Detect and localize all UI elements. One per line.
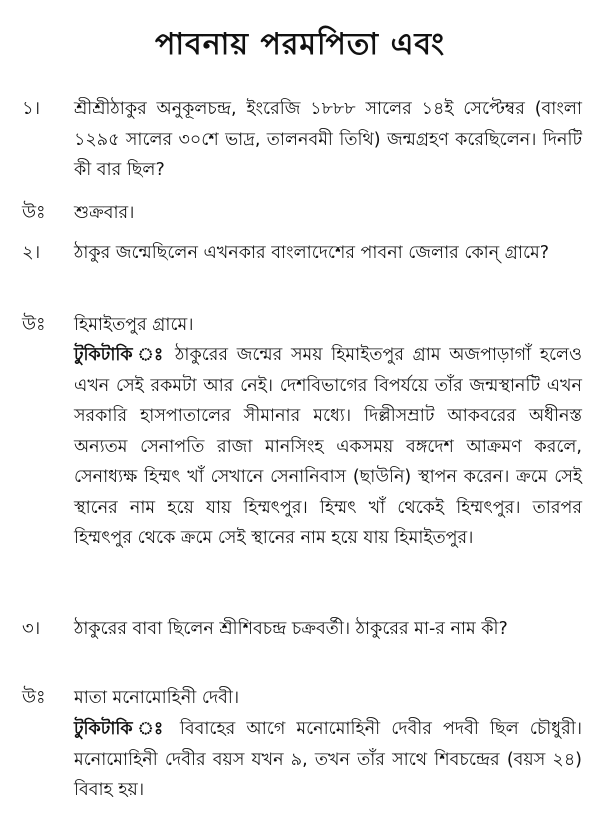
trivia-paragraph: [74, 340, 582, 554]
question-text: ঠাকুরের বাবা ছিলেন শ্রীশিবচন্দ্র চক্রবর্তী। ঠাকুরের মা-র নাম কী?: [74, 619, 508, 639]
answer-label: উঃ: [22, 202, 46, 223]
trivia-note-1: [22, 340, 582, 554]
question-text: শ্রীশ্রীঠাকুর অনুকূলচন্দ্র, ইংরেজি ১৮৮৮ সালের ১৪ই সেপ্টেম্বর (বাংলা ১২৯৫ সালের ৩০শে ভাদ্র, তালনবমী তিথি) জন্মগ্রহণ করেছিলেন। দিনটি কী বার ছিল?: [74, 99, 582, 180]
question-number: ৩।: [22, 618, 41, 639]
trivia-text: ঠাকুরের জন্মের সময় হিমাইতপুর গ্রাম অজপাড়াগাঁ হলেও এখন সেই রকমটা আর নেই। দেশবিভাগের বিপর্যয়ে তাঁর জন্মস্থানটি এখন সরকারি হাসপাতালের সীমানার মধ্যে। দিল্লীসম্রাট আকবরের অধীনস্ত অন্যতম সেনাপতি রাজা মানসিংহ একসময় বঙ্গদেশ আক্রমণ করলে, সেনাধ্যক্ষ হিম্মৎ খাঁ সেখানে সেনানিবাস (ছাউনি) স্থাপন করেন। ক্রমে সেই স্থানের নাম হয়ে যায় হিম্মৎপুর। হিম্মৎ খাঁ থেকেই হিম্মৎপুর। তারপর হিম্মৎপুর থেকে ক্রমে সেই স্থানের নাম হয়ে যায় হিমাইতপুর।: [74, 345, 582, 548]
answer-label: উঃ: [22, 687, 46, 708]
trivia-label: টুকিটাকি ঃ: [74, 719, 169, 739]
trivia-note-2: [22, 714, 582, 806]
answer-text: হিমাইতপুর গ্রামে।: [74, 315, 194, 335]
question-1: [22, 94, 582, 186]
answer-1: [22, 198, 582, 229]
trivia-label: টুকিটাকি ঃ: [74, 345, 167, 365]
trivia-paragraph: [74, 714, 582, 806]
answer-text: শুক্রবার।: [74, 203, 135, 223]
question-number: ২।: [22, 242, 41, 263]
question-3: [22, 614, 582, 645]
answer-label: উঃ: [22, 314, 46, 335]
answer-2: [22, 310, 582, 341]
page-title: পাবনায় পরমপিতা এবং: [154, 27, 446, 62]
question-2: [22, 238, 582, 269]
question-number: ১।: [22, 98, 41, 119]
answer-text: মাতা মনোমোহিনী দেবী।: [74, 688, 240, 708]
trivia-text: বিবাহের আগে মনোমোহিনী দেবীর পদবী ছিল চৌধুরী। মনোমোহিনী দেবীর বয়স যখন ৯, তখন তাঁর সাথে শিবচন্দ্রের (বয়স ২৪) বিবাহ হয়।: [74, 719, 582, 800]
answer-3: [22, 683, 582, 714]
question-text: ঠাকুর জন্মেছিলেন এখনকার বাংলাদেশের পাবনা জেলার কোন্ গ্রামে?: [74, 243, 549, 263]
